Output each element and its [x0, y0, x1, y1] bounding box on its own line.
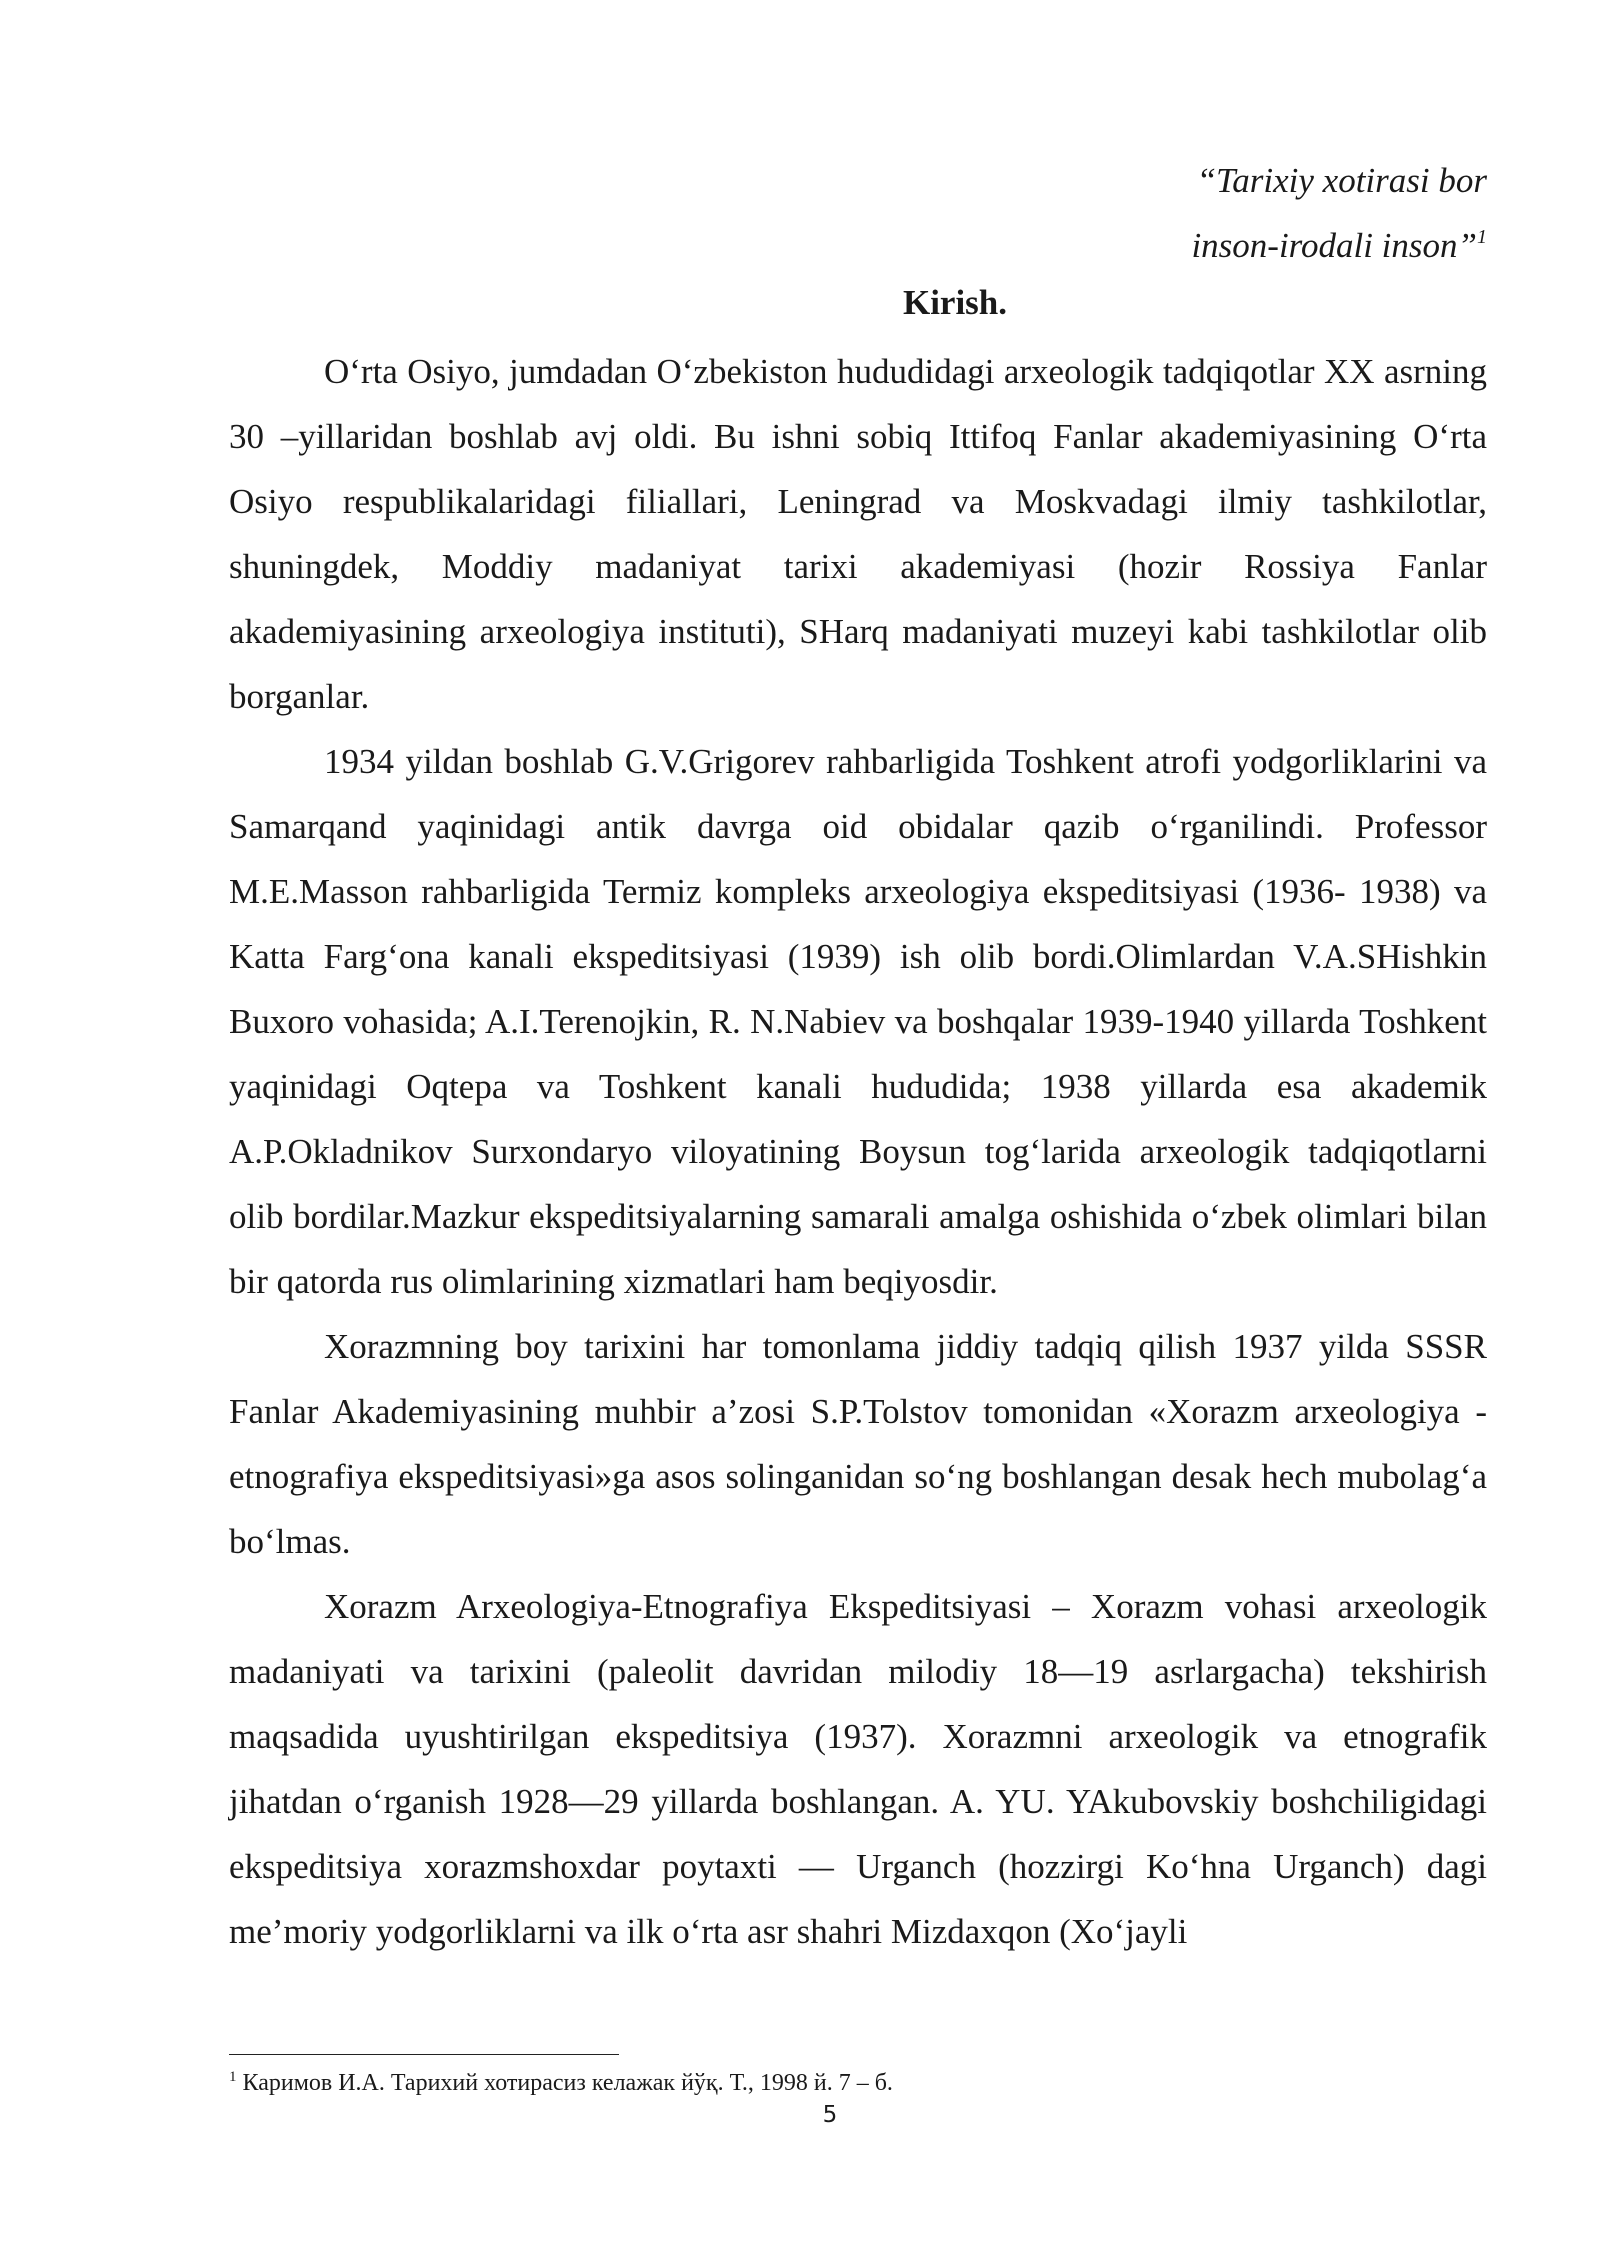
- paragraph-3: Xorazmning boy tarixini har tomonlama jiddiy tadqiq qilish 1937 yilda SSSR Fanlar Akademiyasining muhbir a’zosi S.P.Tolstov tomonidan «Xorazm arxeologiya - etnografiya ekspeditsiyasi»ga asos solinganidan so‘ng boshlangan desak hech mubolag‘a bo‘lmas.: [229, 1327, 1487, 1561]
- footnote-text: Каримов И.А. Тарихий хотирасиз келажак йўқ. Т., 1998 й. 7 – б.: [242, 2070, 893, 2096]
- footnote-mark: 1: [229, 2069, 237, 2085]
- page-number: 5: [822, 2102, 838, 2128]
- paragraph-2: 1934 yildan boshlab G.V.Grigorev rahbarligida Toshkent atrofi yodgorliklarini va Samarqand yaqinidagi antik davrga oid obidalar qazib o‘rganilindi. Professor M.E.Masson rahbarligida Termiz kompleks arxeologiya ekspeditsiyasi (1936- 1938) va Katta Farg‘ona kanali ekspeditsiyasi (1939) ish olib bordi.Olimlardan V.A.SHishkin Buxoro vohasida; A.I.Terenojkin, R. N.Nabiev va boshqalar 1939-1940 yillarda Toshkent yaqinidagi Oqtepa va Toshkent kanali hududida; 1938 yillarda esa akademik A.P.Okladnikov Surxondaryo viloyatining Boysun tog‘larida arxeologik tadqiqotlarni olib bordilar.Mazkur ekspeditsiyalarning samarali amalga oshishida o‘zbek olimlari bilan bir qatorda rus olimlarining xizmatlari ham beqiyosdir.: [229, 742, 1487, 1301]
- section-heading: Kirish.: [902, 283, 1008, 322]
- epigraph-line-1: “Tarixiy xotirasi bor: [1196, 161, 1487, 200]
- footnote-separator: [229, 2054, 619, 2055]
- epigraph-line-2: [1191, 213, 1487, 278]
- body-text: [229, 339, 1487, 1964]
- paragraph-1: O‘rta Osiyo, jumdadan O‘zbekiston hududidagi arxeologik tadqiqotlar XX asrning 30 –yillaridan boshlab avj oldi. Bu ishni sobiq Ittifoq Fanlar akademiyasining O‘rta Osiyo respublikalaridagi filiallari, Leningrad va Moskvadagi ilmiy tashkilotlar, shuningdek, Moddiy madaniyat tarixi akademiyasi (hozir Rossiya Fanlar akademiyasining arxeologiya instituti), SHarq madaniyati muzeyi kabi tashkilotlar olib borganlar.: [229, 352, 1487, 716]
- paragraph-4: Xorazm Arxeologiya-Etnografiya Ekspeditsiyasi – Xorazm vohasi arxeologik madaniyati va tarixini (paleolit davridan milodiy 18—19 asrlargacha) tekshirish maqsadida uyushtirilgan ekspeditsiya (1937). Xorazmni arxeologik va etnografik jihatdan o‘rganish 1928—29 yillarda boshlangan. A. YU. YAkubovskiy boshchiligidagi ekspeditsiya xorazmshoxdar poytaxti — Urganch (hozzirgi Ko‘hna Urganch) dagi me’moriy yodgorliklarni va ilk o‘rta asr shahri Mizdaxqon (Xo‘jayli: [229, 1587, 1487, 1951]
- epigraph-line-2-text: inson-irodali inson”: [1191, 226, 1477, 265]
- footnote: [229, 2066, 893, 2100]
- footnote-reference[interactable]: 1: [1477, 226, 1487, 248]
- epigraph: [1191, 148, 1487, 278]
